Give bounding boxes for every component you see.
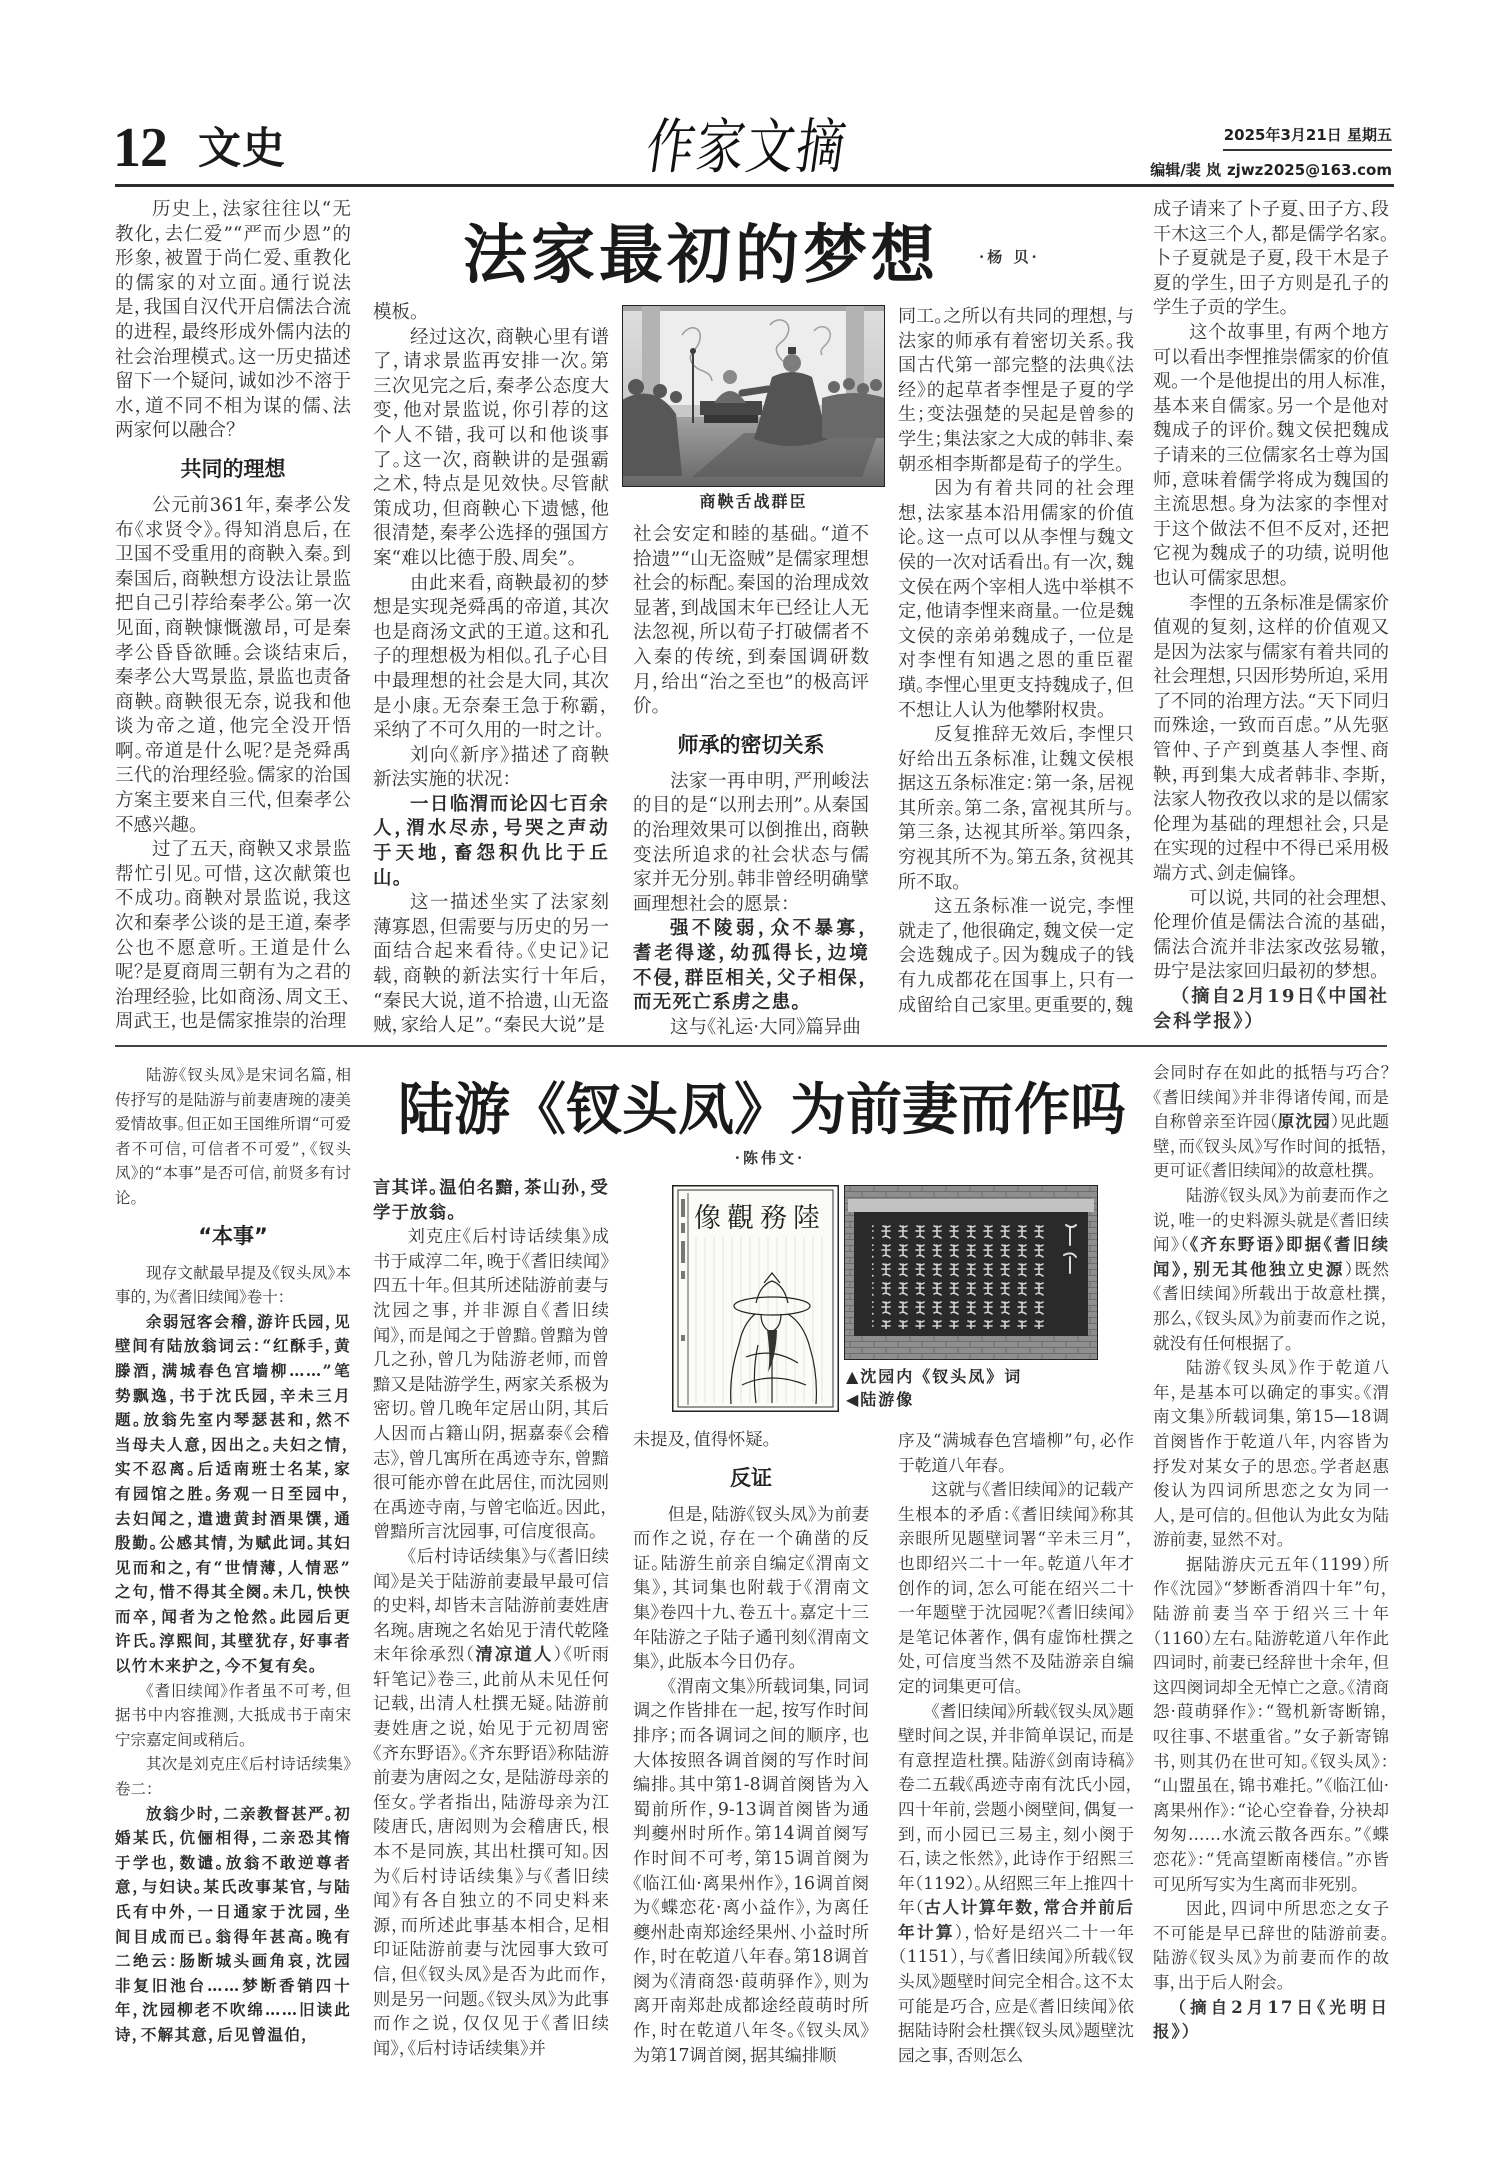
annotation-run: 清凉道人 [475, 1645, 554, 1666]
paragraph [898, 1699, 1134, 2067]
illustration-graphic [622, 305, 885, 487]
paragraph: 可以说，共同的社会理想、伦理价值是儒法合流的基础，儒法合流并非法家改弦易辙，毋宁是法家回归最初的梦想。 [1153, 887, 1389, 983]
subheading: “本事” [198, 1223, 268, 1248]
subheading: 共同的理想 [180, 456, 286, 481]
article1-title: 法家最初的梦想 [463, 218, 939, 293]
date-underline [1223, 149, 1392, 151]
paragraph: 未提及，值得怀疑。 [633, 1430, 772, 1450]
paragraph [1153, 1184, 1389, 1356]
paragraph: 《耆旧续闻》作者虽不可考，但据书中内容推测，大抵成书于南宋宁宗嘉定间或稍后。 [115, 1681, 351, 1749]
section-name: 文史 [198, 124, 286, 174]
paragraph: 但是，陆游《钗头凤》为前妻而作之说，存在一个确凿的反证。陆游生前亲自编定《渭南文集》，其词集也附载于《渭南文集》卷四十九、卷五十。嘉定十三年陆游之子陆子遹刊刻《渭南文集》，此版本今日仍存。 [633, 1504, 869, 1673]
article1-author: ·杨 贝· [979, 248, 1040, 266]
article1-column-4 [898, 305, 1134, 1044]
paragraph: 反复推辞无效后，李悝只好给出五条标准，让魏文侯根据这五条标准定：第一条，居视其所亲。第二条，富视其所与。第三条，达视其所举。第四条，穷视其所不为。第五条，贫视其所不取。 [898, 724, 1134, 893]
paragraph: 历史上，法家往往以“无教化，去仁爱”“严而少恩”的形象，被置于尚仁爱、重教化的儒家的对立面。通行说法是，我国自汉代开启儒法合流的进程，最终形成外儒内法的社会治理模式。这一历史描述留下一个疑问，诚如沙不溶于水，道不同不相为谋的儒、法两家何以融合？ [115, 199, 351, 442]
text-run: 《后村诗话续集》与《耆旧续闻》是关于陆游前妻最早最可信的史料，却皆未言陆游前妻姓唐名琬。唐琬之名始见于清代乾隆末年徐承烈（ [373, 1546, 609, 1666]
editor-name: 编辑/裴 岚 [1150, 161, 1221, 179]
paragraph: 现存文献最早提及《钗头凤》本事的，为《耆旧续闻》卷十： [115, 1263, 351, 1307]
paragraph: 因为有着共同的社会理想，法家基本沿用儒家的价值论。这一点可以从李悝与魏文侯的一次对话看出。有一次，魏文侯在两个宰相人选中举棋不定，他请李悝来商量。一位是魏文侯的亲弟弟魏成子，一位是对李悝有知遇之恩的重臣翟璜。李悝心里更支持魏成子，但不想让人认为他攀附权贵。 [898, 478, 1134, 721]
article1-column-2 [373, 301, 609, 1044]
portrait-caption: ◀陆游像 [846, 1390, 915, 1409]
source-note: （摘自2月19日《中国社会科学报》） [1153, 986, 1389, 1032]
article2-column-2 [373, 1176, 609, 2067]
illustration-caption: 商鞅舌战群臣 [699, 492, 808, 511]
header-rule [115, 184, 1394, 187]
paragraph [1153, 1061, 1389, 1184]
paragraph: 序及“满城春色宫墙柳”句，必作于乾道八年春。 [898, 1430, 1134, 1475]
paragraph [373, 1545, 609, 2061]
paragraph: 刘向《新序》描述了商鞅新法实施的状况： [373, 744, 609, 791]
page-number: 12 [113, 117, 167, 179]
issue-date: 2025年3月21日 星期五 [1223, 126, 1392, 144]
paragraph: 经过这次，商鞅心里有谱了，请求景监再安排一次。第三次见完之后，秦孝公态度大变，他对景监说，你引荐的这个人不错，我可以和他谈事了。这一次，商鞅讲的是强霸之术，特点是见效快。尽管献策成功，但商鞅心下遗憾，他很清楚，秦孝公选择的强国方案“难以比德于殷、周矣”。 [373, 326, 609, 569]
paragraph: 刘克庄《后村诗话续集》成书于咸淳二年，晚于《耆旧续闻》四五十年。但其所述陆游前妻与沈园之事，并非源自《耆旧续闻》，而是闻之于曾黯。曾黯为曾几之孙，曾几为陆游老师，而曾黯又是陆游学生，两家关系极为密切。曾几晚年定居山阴，其后人因而占籍山阴，据嘉泰《会稽志》，曾几寓所在禹迹寺东，曾黯很可能亦曾在此居住，而沈园则在禹迹寺南，与曾宅临近。因此，曾黯所言沈园事，可信度很高。 [373, 1227, 609, 1543]
article1-column-5 [1153, 198, 1389, 1044]
paragraph: 据陆游庆元五年（1199）所作《沈园》“梦断香消四十年”句，陆游前妻当卒于绍兴三十年（1160）左右。陆游乾道八年作此四词时，前妻已经辞世十余年，但这四阕词却全无悼亡之意。《清商怨·葭萌驿作》：“鸳机新寄断锦，叹往事、不堪重省。”女子新寄锦书，则其仍在世可知。《钗头凤》：“山盟虽在，锦书难托。”《临江仙·离果州作》：“论心空眷眷，分袂却匆匆……水流云散各西东。”《蝶恋花》：“凭高望断南楼信。”亦皆可见所写实为生离而非死别。 [1153, 1554, 1389, 1894]
annotation-run: 原沈园 [1277, 1112, 1331, 1132]
text-run: ）《听雨轩笔记》卷三，此前从未见任何记载，出清人杜撰无疑。陆游前妻姓唐之说，始见于元初周密《齐东野语》。《齐东野语》称陆游前妻为唐闳之女，是陆游母亲的侄女。学者指出，陆游母亲为江陵唐氏，唐闳则为会稽唐氏，根本不是同族，其出杜撰可知。因为《后村诗话续集》与《耆旧续闻》有各自独立的不同史料来源，而所述此事基本相合，足相印证陆游前妻与沈园事大致可信，但《钗头凤》是否为此而作，则是另一问题。《钗头凤》为此事而作之说，仅仅见于《耆旧续闻》，《后村诗话续集》并 [373, 1645, 609, 2059]
text-run: 陆游《钗头凤》为前妻而作之说，唯一的史料源头就是《耆旧续闻》（ [1153, 1185, 1389, 1255]
subheading: 师承的密切关系 [677, 732, 825, 757]
paragraph: 模板。 [373, 302, 420, 323]
paragraph: 社会安定和睦的基础。“道不拾遗”“山无盗贼”是儒家理想社会的标配。秦国的治理成效显著，到战国末年已经让人无法忽视，所以荀子打破儒者不入秦的传统，到秦国调研数月，给出“治之至也”的极高评价。 [633, 524, 869, 718]
paragraph: 公元前361年，秦孝公发布《求贤令》。得知消息后，在卫国不受重用的商鞅入秦。到秦国后，商鞅想方设法让景监把自己引荐给秦孝公。第一次见面，商鞅慷慨激昂，可是秦孝公昏昏欲睡。会谈结束后，秦孝公大骂景监，景监也责备商鞅。商鞅很无奈，说我和他谈为帝之道，他完全没开悟啊。帝道是什么呢？是尧舜禹三代的治理经验。儒家的治国方案主要来自三代，但秦孝公不感兴趣。 [115, 494, 351, 836]
article2-column-4 [898, 1428, 1134, 2067]
paragraph: 这五条标准一说完，李悝就走了，他很确定，魏文侯一定会选魏成子。因为魏成子的钱有九成都花在国事上，只有一成留给自己家里。更重要的，魏 [898, 896, 1134, 1016]
subheading: 反证 [730, 1465, 772, 1490]
paragraph: 这就与《耆旧续闻》的记载产生根本的矛盾：《耆旧续闻》称其亲眼所见题壁词署“辛未三月”，也即绍兴二十一年。乾道八年才创作的词，怎么可能在绍兴二十一年题壁于沈园呢？《耆旧续闻》是笔记体著作，偶有虚饰杜撰之处，可信度当然不及陆游亲自编定的词集更可信。 [898, 1479, 1134, 1696]
paragraph: 这与《礼运·大同》篇异曲 [670, 1016, 861, 1038]
paragraph: 过了五天，商鞅又求景监帮忙引见。可惜，这次献策也不成功。商鞅对景监说，我这次和秦孝公谈的是王道，秦孝公也不愿意听。王道是什么呢？是夏商周三朝有为之君的治理经验，比如商汤、周文王、周武王，也是儒家推崇的治理 [115, 839, 351, 1033]
quotation: 放翁少时，二亲教督甚严。初婚某氏，伉俪相得，二亲恐其惰于学也，数谴。放翁不敢逆尊者意，与妇诀。某氏改事某官，与陆氏有中外，一日通家于沈园，坐间目成而已。翁得年甚高。晚有二绝云：肠断城头画角哀，沈园非复旧池台……梦断香销四十年，沈园柳老不吹绵……旧读此诗，不解其意，后见曾温伯， [115, 1803, 351, 2044]
annotation-run: 《齐东野语》即据《耆旧续闻》，别无其他独立史源 [1153, 1235, 1389, 1279]
paragraph: 同工。之所以有共同的理想，与法家的师承有着密切关系。我国古代第一部完整的法典《法经》的起草者李悝是子夏的学生；变法强楚的吴起是曾参的学生；集法家之大成的韩非、秦朝丞相李斯都是荀子的学生。 [898, 306, 1134, 475]
text-run: 会同时存在如此的抵牾与巧合？《耆旧续闻》并非得诸传闻，而是自称曾亲至许园（ [1153, 1063, 1389, 1132]
article2-column-1 [115, 1063, 351, 2067]
paragraph: 成子请来了卜子夏、田子方、段干木这三个人，都是儒学名家。卜子夏就是子夏，段干木是子夏的学生，田子方则是孔子的学生子贡的学生。 [1153, 199, 1389, 319]
quotation: 一日临渭而论囚七百余人，渭水尽赤，号哭之声动于天地，畜怨积仇比于丘山。 [373, 793, 609, 889]
text-run: 《耆旧续闻》所载《钗头凤》题壁时间之误，并非简单误记，而是有意捏造杜撰。陆游《剑南诗稿》卷二五载《禹迹寺南有沈氏小园，四十年前，尝题小阕壁间，偶复一到，而小园已三易主，刻小阕于石，读之怅然》，此诗作于绍熙三年（1192）。从绍熙三年上推四十年（ [898, 1700, 1134, 1918]
paragraph: 法家一再申明，严刑峻法的目的是“以刑去刑”。从秦国的治理效果可以倒推出，商鞅变法所追求的社会状态与儒家并无分别。韩非曾经明确擘画理想社会的愿景： [633, 770, 869, 915]
newspaper-logo: 作家文摘 [641, 112, 852, 183]
paragraph: 这一描述坐实了法家刻薄寡恩，但需要与历史的另一面结合起来看待。《史记》记载，商鞅的新法实行十年后，“秦民大说，道不拾遗，山无盗贼，家给人足”。“秦民大说”是 [373, 892, 609, 1037]
editor-line [1144, 160, 1392, 180]
quotation: 强不陵弱，众不暴寡，耆老得遂，幼孤得长，边境不侵，群臣相关，父子相保，而无死亡系虏之患。 [633, 918, 869, 1014]
text-run: ），恰好是绍兴二十一年（1151），与《耆旧续闻》所载《钗头凤》题壁时间完全相合。这不太可能是巧合，应是《耆旧续闻》依据陆诗附会杜撰《钗头凤》题壁沈园之事，否则怎么 [898, 1921, 1134, 2065]
paragraph: 这个故事里，有两个地方可以看出李悝推崇儒家的价值观。一个是他提出的用人标准，基本来自儒家。另一个是他对魏成子的评价。魏文侯把魏成子请来的三位儒家名士尊为国师，意味着儒学将成为魏国的主流思想。身为法家的李悝对于这个做法不但不反对，还把它视为魏成子的功绩，说明他也认可儒家思想。 [1153, 321, 1389, 589]
paragraph: 《渭南文集》所载词集，同词调之作皆排在一起，按写作时间排序；而各调词之间的顺序，也大体按照各调首阕的写作时间编排。其中第1-8调首阕皆为入蜀前所作，9-13调首阕皆为通判夔州时所作。第14调首阕写作时间不可考，第15调首阕为《临江仙·离果州作》，16调首阕为《蝶恋花·离小益作》，为离任夔州赴南郑途经果州、小益时所作，时在乾道八年春。第18调首阕为《清商怨·葭萌驿作》，则为离开南郑赴成都途经葭萌时所作，时在乾道八年冬。《钗头凤》为第17调首阕，据其编排顺 [633, 1676, 869, 2066]
paragraph: 陆游《钗头凤》是宋词名篇，相传抒写的是陆游与前妻唐琬的凄美爱情故事。但正如王国维所谓“可爱者不可信，可信者不可爱”，《钗头凤》的“本事”是否可信，前贤多有讨论。 [115, 1066, 351, 1207]
article2-column-3 [633, 1428, 869, 2067]
tablet-graphic [844, 1185, 1098, 1360]
paragraph: 因此，四词中所思恋之女子不可能是早已辞世的陆游前妻。陆游《钗头凤》为前妻而作的故事，出于后人附会。 [1153, 1899, 1389, 1992]
paragraph: 由此来看，商鞅最初的梦想是实现尧舜禹的帝道，其次也是商汤文武的王道。这和孔子的理想极为相似。孔子心目中最理想的社会是大同，其次是小康。无奈秦王急于称霸，采纳了不可久用的一时之计。 [373, 572, 609, 742]
article2-author: ·陈伟文· [734, 1149, 806, 1167]
article1-column-1 [115, 198, 351, 1044]
portrait-inscription: 陸務觀像 [694, 1203, 826, 1234]
editor-email: zjwz2025@163.com [1226, 161, 1392, 179]
article-divider [115, 1045, 1387, 1047]
tablet-caption: ▲沈园内《钗头凤》词 [846, 1367, 1023, 1386]
shen-garden-tablet-photo [844, 1185, 1098, 1360]
paragraph: 陆游《钗头凤》作于乾道八年，是基本可以确定的事实。《渭南文集》所载词集，第15—18调首阕皆作于乾道八年，内容皆为抒发对某女子的思恋。学者赵惠俊认为四词所思恋之女为同一人，是可信的。但他认为此女为陆游前妻，显然不对。 [1153, 1358, 1389, 1550]
annotation-run: 古人计算年数，常合并前后年计算 [898, 1897, 1134, 1942]
quotation: 余弱冠客会稽，游许氏园，见壁间有陆放翁词云：“红酥手，黄滕酒，满城春色宫墙柳……”笔势飘逸，书于沈氏园，辛未三月题。放翁先室内琴瑟甚和，然不当母夫人意，因出之。夫妇之情，实不忍离。后适南班士名某，家有园馆之胜。务观一日至园中，去妇闻之，遣遗黄封酒果馔，通殷勤。公感其情，为赋此词。其妇见而和之，有“世情薄，人情恶”之句，惜不得其全阕。未几，怏怏而卒，闻者为之怆然。此园后更许氏。淳熙间，其壁犹存，好事者以竹木来护之，今不复有矣。 [115, 1311, 351, 1676]
quotation: 言其详。温伯名黯，茶山孙，受学于放翁。 [373, 1178, 609, 1223]
text-run: ）既然《耆旧续闻》所载出于故意杜撰，那么，《钗头凤》为前妻而作之说，就没有任何根据了。 [1153, 1259, 1389, 1353]
shang-yang-debate-illustration [622, 305, 885, 487]
paragraph: 李悝的五条标准是儒家价值观的复刻，这样的价值观又是因为法家与儒家有着共同的社会理想，只因形势所迫，采用了不同的治理方法。“天下同归而殊途，一致而百虑。”从先驱管仲、子产到奠基人李悝、商鞅，再到集大成者韩非、李斯，法家人物孜孜以求的是以儒家伦理为基础的理想社会，只是在实现的过程中不得已采用极端方式、剑走偏锋。 [1153, 592, 1389, 885]
text-run: ）见此题壁，而《钗头凤》写作时间的抵牾，更可证《耆旧续闻》的故意杜撰。 [1153, 1112, 1389, 1181]
portrait-graphic [672, 1185, 839, 1412]
article2-column-5 [1153, 1061, 1389, 2067]
lu-you-portrait [672, 1185, 839, 1412]
paragraph: 其次是刘克庄《后村诗话续集》卷二： [115, 1755, 351, 1799]
source-note: （摘自2月17日《光明日报》） [1153, 1997, 1389, 2042]
article1-column-3 [633, 523, 869, 1044]
article2-title: 陆游《钗头凤》为前妻而作吗 [398, 1077, 1126, 1143]
